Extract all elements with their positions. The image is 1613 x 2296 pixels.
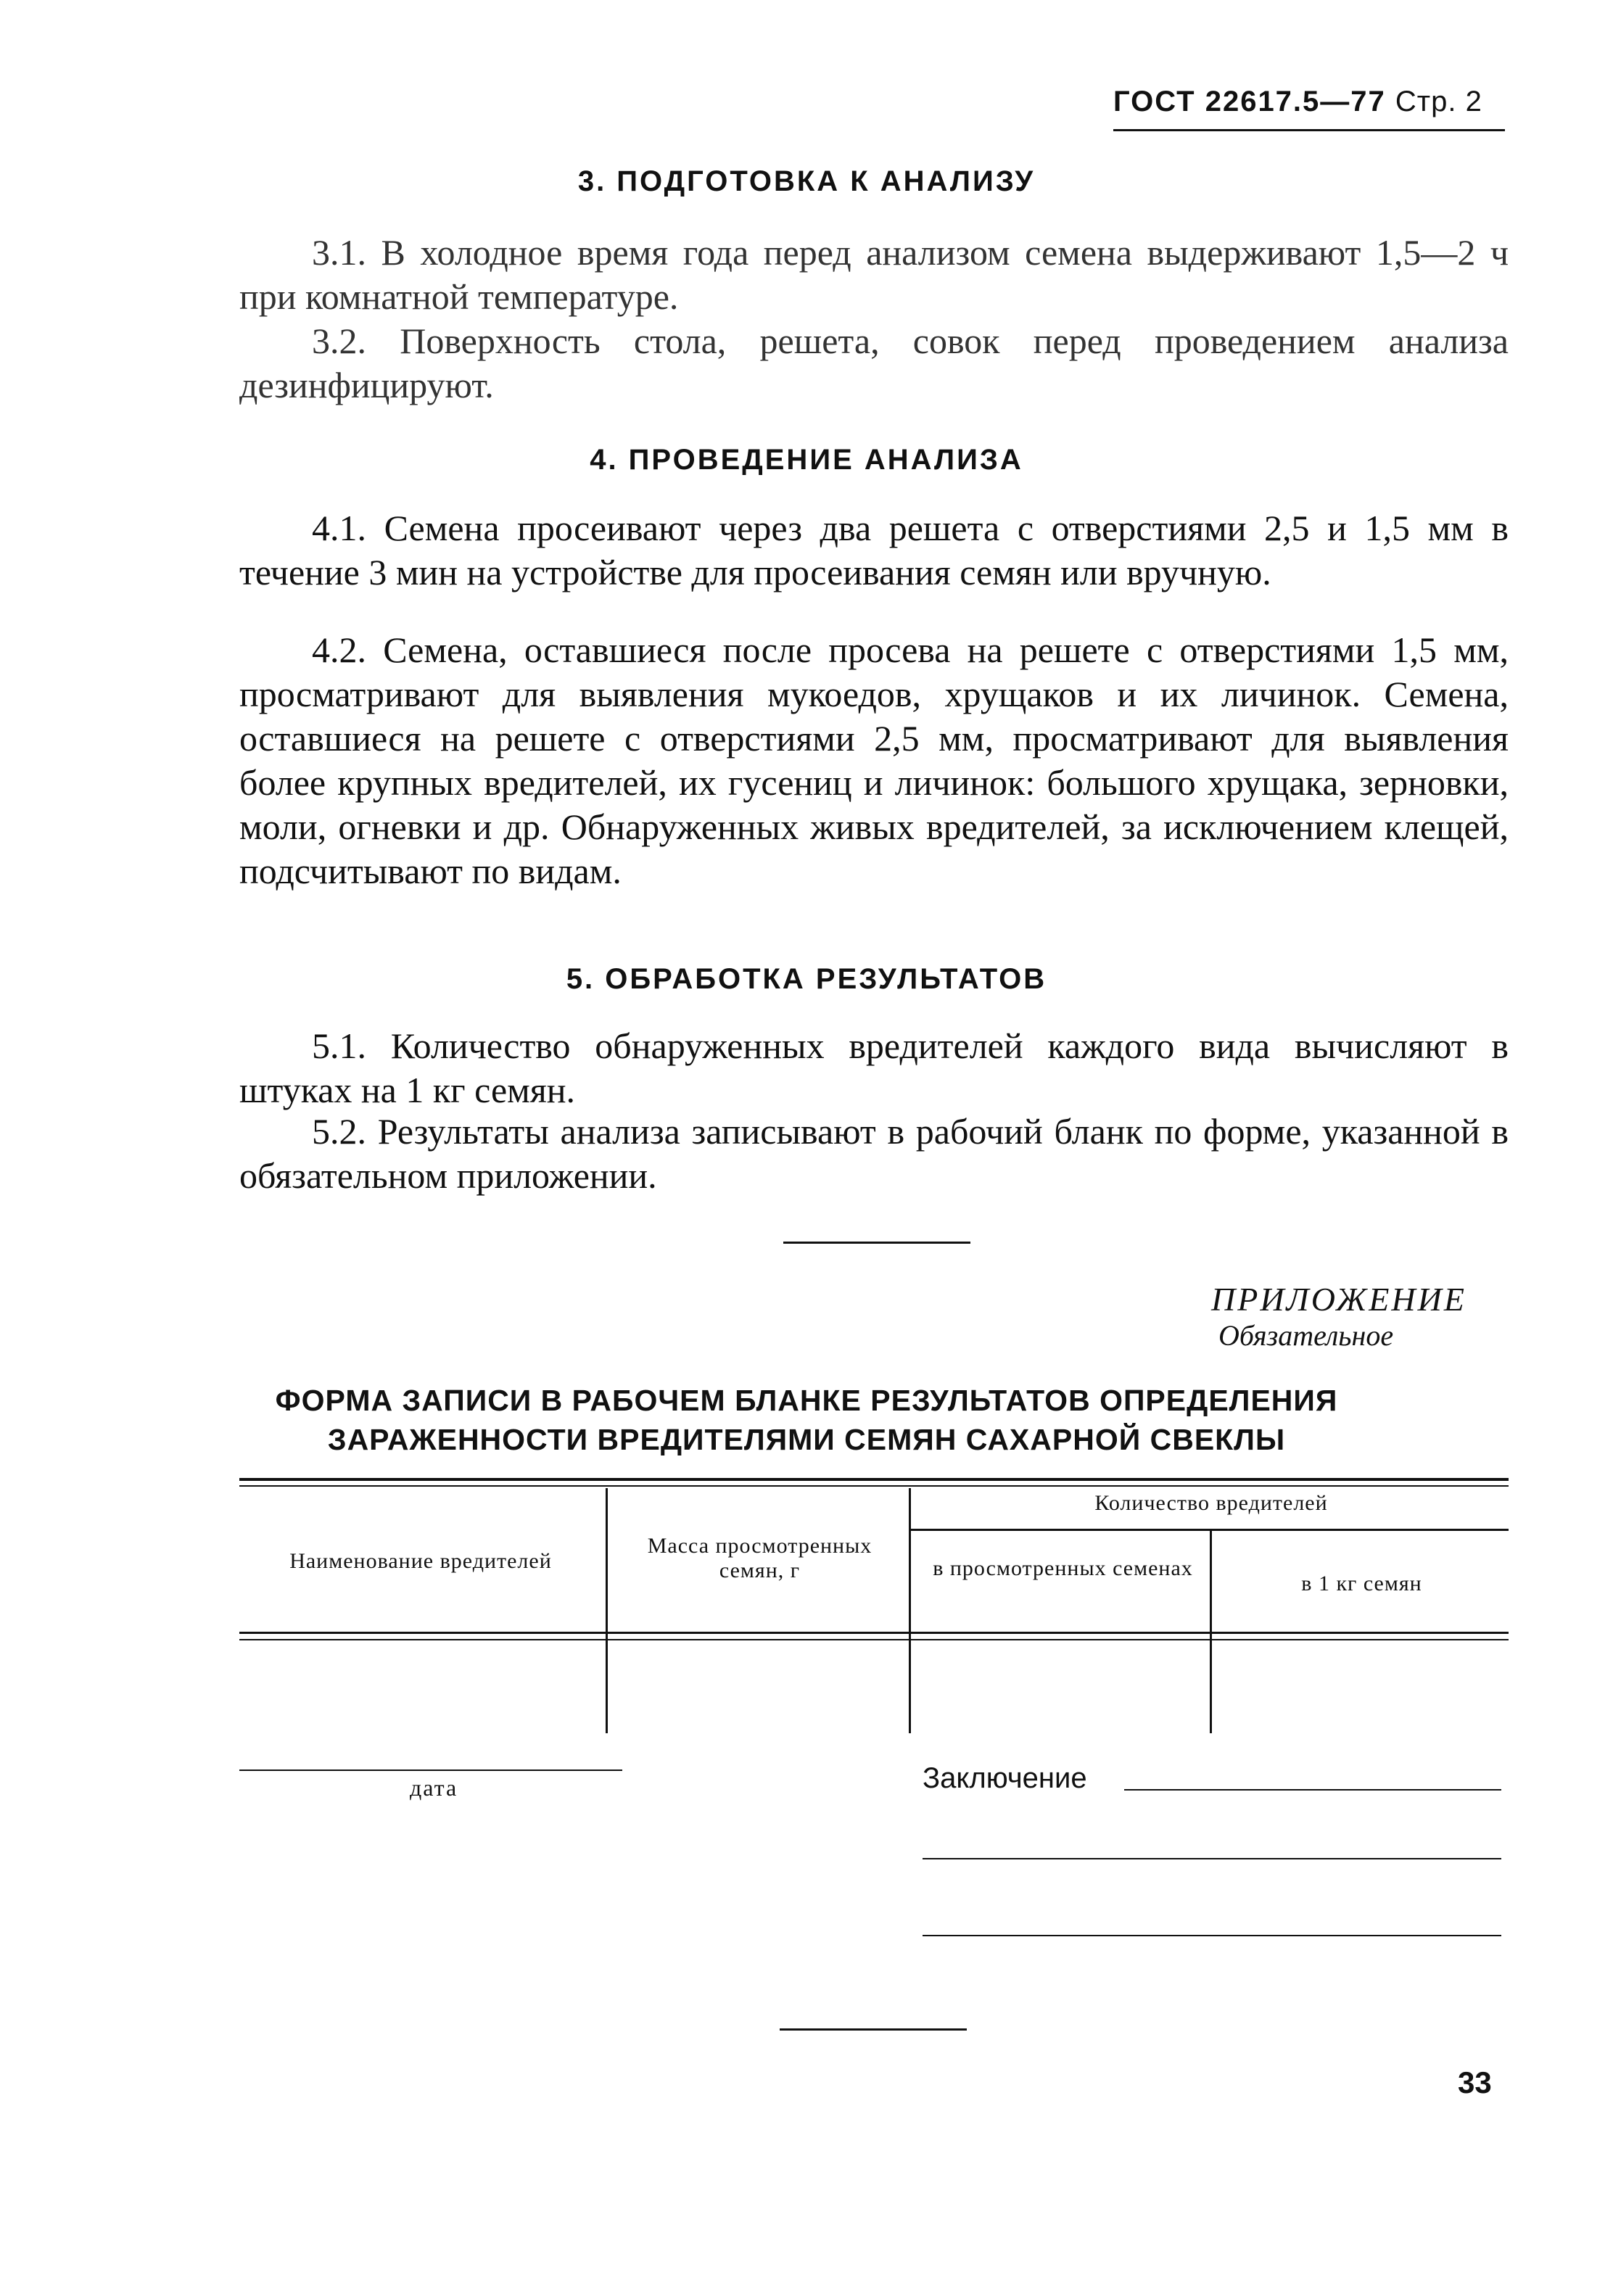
section-3-heading: 3. ПОДГОТОВКА К АНАЛИЗУ [577,165,1036,197]
section-4-heading: 4. ПРОВЕДЕНИЕ АНАЛИЗА [590,444,1023,476]
page-number: 33 [1458,2065,1492,2099]
header-mass-viewed: Масса просмотренных семян, г [647,1534,872,1582]
header-in-viewed-seeds: в просмотренных семенах [933,1556,1193,1580]
table-col-divider-1 [606,1488,608,1733]
page-header [1113,86,1482,118]
paragraph-3-1: 3.1. В холодное время года перед анализом семена выдерживают 1,5—2 ч при комнатной температуре. [239,232,1509,317]
paragraph-3-2: 3.2. Поверхность стола, решета, совок перед проведением анализа дезинфицируют. [239,321,1509,405]
bottom-separator [780,2028,967,2031]
paragraph-5-1: 5.1. Количество обнаруженных вредителей каждого вида вычисляют в штуках на 1 кг семян. [239,1025,1509,1110]
form-title-line-1: ФОРМА ЗАПИСИ В РАБОЧЕМ БЛАНКЕ РЕЗУЛЬТАТОВ ОПРЕДЕЛЕНИЯ [275,1384,1338,1417]
table-top-rule-inner [239,1485,1509,1487]
header-pest-name: Наименование вредителей [289,1549,552,1573]
header-rule [1113,129,1505,131]
form-title-line-2: ЗАРАЖЕННОСТИ ВРЕДИТЕЛЯМИ СЕМЯН САХАРНОЙ СВЕКЛЫ [327,1423,1286,1456]
section-separator [783,1242,970,1244]
appendix-title: ПРИЛОЖЕНИЕ [1211,1281,1466,1318]
table-col-divider-2 [909,1488,911,1733]
table-header-rule-inner [239,1639,1509,1640]
paragraph-4-1: 4.1. Семена просеивают через два решета с отверстиями 2,5 и 1,5 мм в течение 3 мин на устройстве для просеивания семян или вручную. [239,508,1509,592]
conclusion-line-2 [923,1858,1501,1859]
appendix-subtitle: Обязательное [1218,1319,1394,1352]
conclusion-line-1 [1124,1789,1501,1791]
paragraph-4-2: 4.2. Семена, оставшиеся после просева на решете с отверстиями 1,5 мм, просматривают для выявления мукоедов, хрущаков и их личинок. Семена, оставшиеся на решете с отверстиями 2,5 мм, просматривают для выявления более крупных вредителей, их гусениц и личинок: большого хрущака, зерновки, моли, огневки и др. Обнаруженных живых вредителей, за исключением клещей, подсчитывают по видам. [239,629,1509,891]
table-col-divider-3 [1210,1530,1212,1733]
standard-number: ГОСТ 22617.5—77 [1113,86,1386,117]
header-per-kg-seeds: в 1 кг семян [1301,1572,1422,1595]
section-5-heading: 5. ОБРАБОТКА РЕЗУЛЬТАТОВ [566,963,1047,995]
conclusion-label: Заключение [923,1762,1087,1794]
header-pest-quantity: Количество вредителей [1094,1491,1328,1515]
conclusion-line-3 [923,1935,1501,1936]
page-reference: Стр. 2 [1395,86,1482,117]
table-top-rule [239,1478,1509,1481]
paragraph-5-2: 5.2. Результаты анализа записывают в рабочий бланк по форме, указанной в обязательном приложении. [239,1111,1509,1196]
date-label: дата [410,1775,458,1801]
table-header-rule [239,1632,1509,1634]
date-line [239,1770,622,1771]
